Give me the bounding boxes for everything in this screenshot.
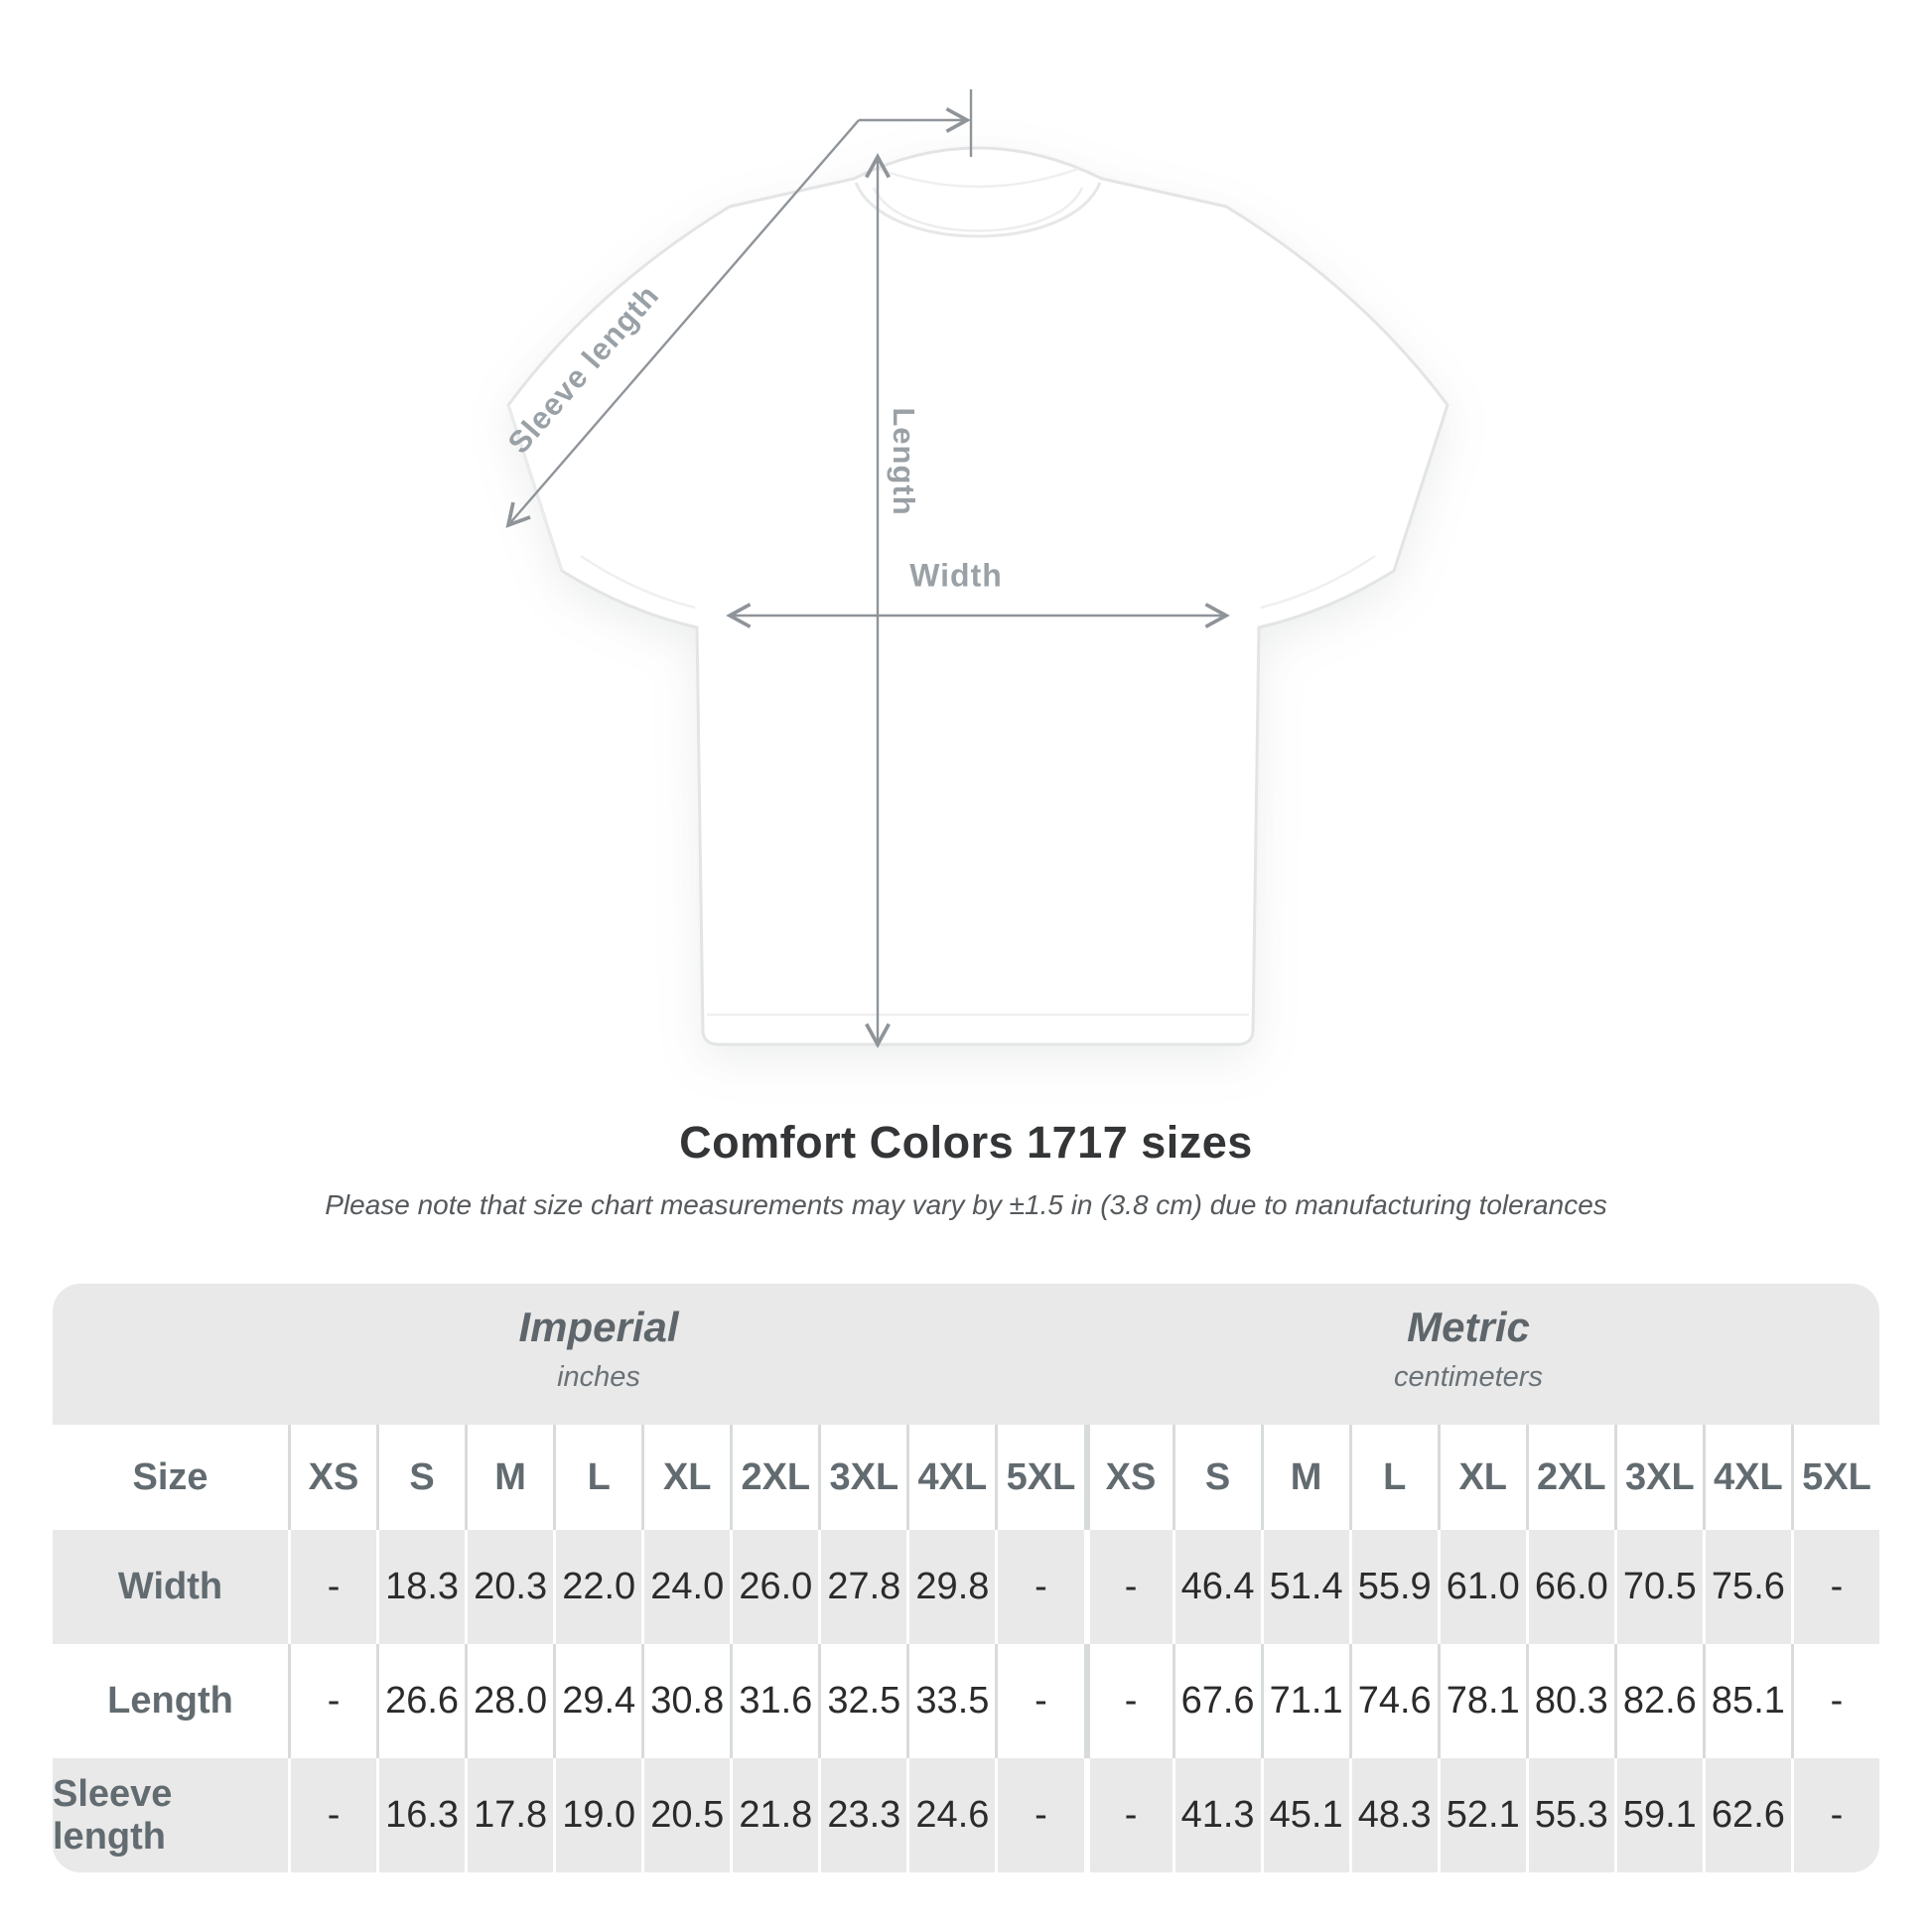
sleeve-length-label: Sleeve length: [500, 277, 666, 461]
table-cell: -: [995, 1530, 1083, 1644]
tshirt-image: [508, 148, 1448, 1044]
table-cell: 16.3: [376, 1758, 465, 1872]
table-cell: 62.6: [1703, 1758, 1791, 1872]
length-label: Length: [887, 407, 921, 516]
table-cell: -: [1084, 1644, 1173, 1758]
imperial-heading: Imperial: [518, 1304, 679, 1350]
table-cell: 74.6: [1349, 1644, 1438, 1758]
table-cell: 17.8: [465, 1758, 553, 1872]
table-row-length: [53, 1644, 1879, 1758]
size-col-3xl-metric: 3XL: [1614, 1425, 1703, 1530]
table-cell: 82.6: [1614, 1644, 1703, 1758]
table-cell: 46.4: [1173, 1530, 1261, 1644]
table-cell: 61.0: [1438, 1530, 1526, 1644]
size-col-l-metric: L: [1349, 1425, 1438, 1530]
table-cell: 52.1: [1438, 1758, 1526, 1872]
table-cell: -: [1084, 1530, 1173, 1644]
table-cell: 21.8: [730, 1758, 818, 1872]
table-cell: 59.1: [1614, 1758, 1703, 1872]
size-col-4xl-metric: 4XL: [1703, 1425, 1791, 1530]
table-cell: 26.6: [376, 1644, 465, 1758]
size-table: [53, 1284, 1879, 1872]
table-cell: 80.3: [1526, 1644, 1614, 1758]
table-cell: 45.1: [1261, 1758, 1349, 1872]
table-cell: -: [288, 1644, 376, 1758]
size-col-l-imperial: L: [553, 1425, 641, 1530]
table-cell: -: [288, 1758, 376, 1872]
table-cell: 33.5: [906, 1644, 995, 1758]
table-cell: 32.5: [818, 1644, 906, 1758]
table-cell: 48.3: [1349, 1758, 1438, 1872]
metric-heading: Metric: [1407, 1304, 1530, 1350]
table-cell: 75.6: [1703, 1530, 1791, 1644]
metric-subheading: centimeters: [1394, 1361, 1543, 1393]
imperial-subheading: inches: [557, 1361, 640, 1393]
table-cell: -: [1084, 1758, 1173, 1872]
table-cell: 23.3: [818, 1758, 906, 1872]
table-cell: 22.0: [553, 1530, 641, 1644]
size-col-5xl-metric: 5XL: [1791, 1425, 1879, 1530]
table-cell: -: [995, 1758, 1083, 1872]
table-row-sleeve-length: [53, 1758, 1879, 1872]
table-cell: 18.3: [376, 1530, 465, 1644]
table-cell: 28.0: [465, 1644, 553, 1758]
size-col-4xl-imperial: 4XL: [906, 1425, 995, 1530]
table-header-row: [53, 1425, 1879, 1530]
unit-group-metric: [1394, 1284, 1543, 1394]
table-cell: -: [995, 1644, 1083, 1758]
table-cell: 30.8: [641, 1644, 730, 1758]
table-cell: 20.3: [465, 1530, 553, 1644]
size-col-xs-imperial: XS: [288, 1425, 376, 1530]
table-cell: 31.6: [730, 1644, 818, 1758]
table-cell: 66.0: [1526, 1530, 1614, 1644]
table-cell: 85.1: [1703, 1644, 1791, 1758]
row-label: Sleeve length: [53, 1758, 288, 1872]
table-cell: 41.3: [1173, 1758, 1261, 1872]
table-cell: 78.1: [1438, 1644, 1526, 1758]
table-cell: -: [1791, 1530, 1879, 1644]
table-cell: 20.5: [641, 1758, 730, 1872]
page-subtitle: Please note that size chart measurements may vary by ±1.5 in (3.8 cm) due to manufacturing tolerances: [325, 1189, 1607, 1220]
table-cell: 70.5: [1614, 1530, 1703, 1644]
size-col-2xl-imperial: 2XL: [730, 1425, 818, 1530]
table-cell: 24.0: [641, 1530, 730, 1644]
row-label: Width: [53, 1530, 288, 1644]
size-col-3xl-imperial: 3XL: [818, 1425, 906, 1530]
table-cell: -: [1791, 1644, 1879, 1758]
unit-header-band: [53, 1284, 1879, 1425]
size-col-xs-metric: XS: [1084, 1425, 1173, 1530]
table-cell: 29.8: [906, 1530, 995, 1644]
size-col-m-imperial: M: [465, 1425, 553, 1530]
table-cell: -: [1791, 1758, 1879, 1872]
page-title: Comfort Colors 1717 sizes: [679, 1117, 1253, 1168]
table-cell: 55.9: [1349, 1530, 1438, 1644]
size-col-m-metric: M: [1261, 1425, 1349, 1530]
table-cell: 19.0: [553, 1758, 641, 1872]
size-col-5xl-imperial: 5XL: [995, 1425, 1083, 1530]
width-label: Width: [909, 557, 1003, 594]
table-cell: 51.4: [1261, 1530, 1349, 1644]
unit-group-imperial: [518, 1284, 678, 1394]
table-cell: 55.3: [1526, 1758, 1614, 1872]
table-cell: 26.0: [730, 1530, 818, 1644]
size-header-cell: Size: [53, 1425, 288, 1530]
table-cell: 67.6: [1173, 1644, 1261, 1758]
table-cell: 29.4: [553, 1644, 641, 1758]
table-cell: -: [288, 1530, 376, 1644]
size-col-2xl-metric: 2XL: [1526, 1425, 1614, 1530]
size-col-xl-imperial: XL: [641, 1425, 730, 1530]
table-cell: 24.6: [906, 1758, 995, 1872]
table-cell: 71.1: [1261, 1644, 1349, 1758]
table-cell: 27.8: [818, 1530, 906, 1644]
table-row-width: [53, 1530, 1879, 1644]
row-label: Length: [53, 1644, 288, 1758]
size-col-s-imperial: S: [376, 1425, 465, 1530]
size-col-s-metric: S: [1173, 1425, 1261, 1530]
size-col-xl-metric: XL: [1438, 1425, 1526, 1530]
